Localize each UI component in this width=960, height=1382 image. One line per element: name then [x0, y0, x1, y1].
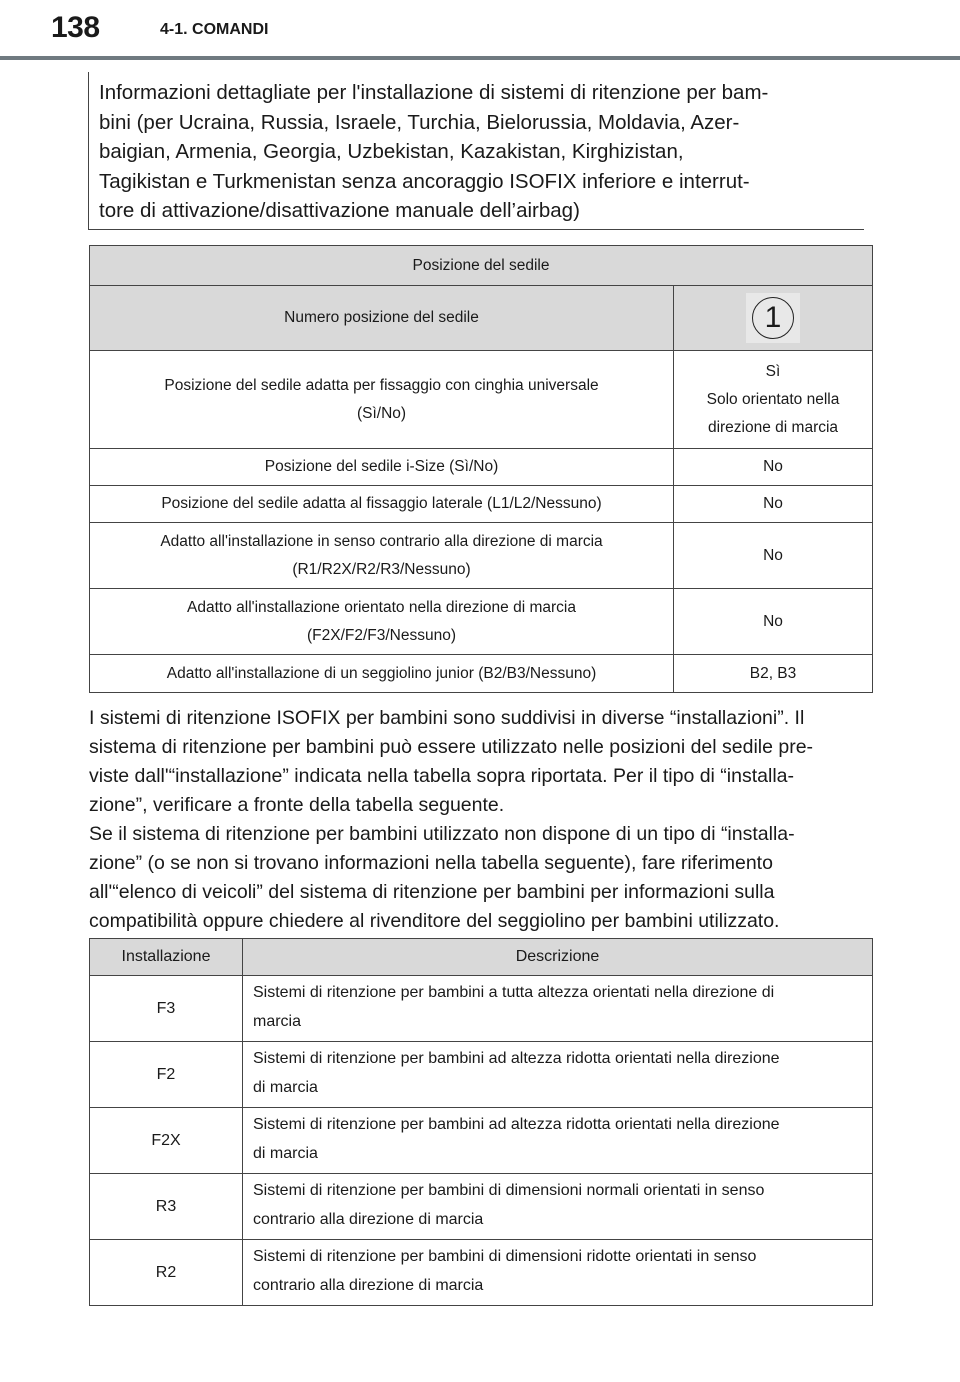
row-value-line: Sì — [765, 362, 781, 380]
installation-code: F2 — [90, 1042, 243, 1108]
seat-number: 1 — [752, 297, 794, 339]
description-line: di marcia — [253, 1145, 318, 1162]
row-label-line: (Sì/No) — [356, 404, 407, 422]
seat-number-cell — [674, 286, 873, 351]
column-header-installation: Installazione — [90, 939, 243, 976]
row-value: No — [674, 449, 873, 486]
row-label-line: (R1/R2X/R2/R3/Nessuno) — [292, 560, 471, 578]
installation-description — [243, 1042, 873, 1108]
installation-description — [243, 1174, 873, 1240]
header-rule — [0, 56, 960, 60]
row-value — [674, 351, 873, 449]
installation-code: R3 — [90, 1174, 243, 1240]
installation-code: F3 — [90, 976, 243, 1042]
installation-description — [243, 1240, 873, 1306]
row-label-line: (F2X/F2/F3/Nessuno) — [306, 626, 457, 644]
seat-number-badge — [746, 293, 800, 343]
paragraph-line: zione”, verificare a fronte della tabella seguente. — [89, 794, 505, 816]
row-label-line: Adatto all'installazione orientato nella direzione di marcia — [187, 598, 576, 616]
table-row — [90, 351, 873, 449]
column-header-description: Descrizione — [243, 939, 873, 976]
row-value: B2, B3 — [674, 655, 873, 693]
description-line: Sistemi di ritenzione per bambini di dimensioni ridotte orientati in senso — [253, 1248, 757, 1265]
info-line: bini (per Ucraina, Russia, Israele, Turchia, Bielorussia, Moldavia, Azer- — [99, 110, 740, 134]
row-value-line: Solo orientato nella — [706, 390, 840, 408]
body-paragraph — [89, 704, 879, 936]
description-line: contrario alla direzione di marcia — [253, 1211, 484, 1228]
description-line: Sistemi di ritenzione per bambini di dimensioni normali orientati in senso — [253, 1182, 765, 1199]
info-line: Tagikistan e Turkmenistan senza ancoraggio ISOFIX inferiore e interrut- — [99, 169, 750, 193]
row-label: Adatto all'installazione di un seggiolino junior (B2/B3/Nessuno) — [90, 655, 674, 693]
row-label — [90, 589, 674, 655]
table-row — [90, 523, 873, 589]
paragraph-line: Se il sistema di ritenzione per bambini utilizzato non dispone di un tipo di “installa- — [89, 823, 795, 845]
row-label — [90, 523, 674, 589]
page-number: 138 — [51, 11, 100, 44]
table-row — [90, 486, 873, 523]
section-title: 4-1. COMANDI — [160, 21, 269, 38]
table-row — [90, 655, 873, 693]
paragraph-line: sistema di ritenzione per bambini può essere utilizzato nelle posizioni del sedile pre- — [89, 736, 814, 758]
seat-position-table — [89, 245, 873, 693]
row-label-line: Posizione del sedile adatta per fissaggio con cinghia universale — [164, 376, 599, 394]
row-label — [90, 351, 674, 449]
info-line: Informazioni dettagliate per l'installazione di sistemi di ritenzione per bam- — [99, 81, 769, 104]
table-row — [90, 1240, 873, 1306]
installation-description — [243, 976, 873, 1042]
table-row — [90, 1042, 873, 1108]
info-line: tore di attivazione/disattivazione manuale dell’airbag) — [99, 199, 580, 222]
info-line: baigian, Armenia, Georgia, Uzbekistan, Kazakistan, Kirghizistan, — [99, 140, 684, 163]
paragraph-line: all'“elenco di veicoli” del sistema di ritenzione per bambini per informazioni sulla — [89, 881, 775, 903]
paragraph-line: zione” (o se non si trovano informazioni nella tabella seguente), fare riferimento — [89, 852, 773, 874]
table-row — [90, 589, 873, 655]
table-row — [90, 1108, 873, 1174]
description-line: Sistemi di ritenzione per bambini ad altezza ridotta orientati nella direzione — [253, 1050, 780, 1067]
table-row — [90, 1174, 873, 1240]
paragraph-line: compatibilità oppure chiedere al rivenditore del seggiolino per bambini utilizzato. — [89, 910, 780, 932]
description-line: di marcia — [253, 1079, 318, 1096]
row-label-line: Adatto all'installazione in senso contrario alla direzione di marcia — [160, 532, 603, 550]
page-header — [0, 0, 960, 62]
row-value: No — [674, 523, 873, 589]
description-line: Sistemi di ritenzione per bambini a tutta altezza orientati nella direzione di — [253, 984, 775, 1001]
description-line: contrario alla direzione di marcia — [253, 1277, 484, 1294]
info-box — [88, 72, 864, 230]
table-row — [90, 976, 873, 1042]
installation-code: F2X — [90, 1108, 243, 1174]
installation-code: R2 — [90, 1240, 243, 1306]
row-value: No — [674, 486, 873, 523]
installation-description — [243, 1108, 873, 1174]
row-value: No — [674, 589, 873, 655]
description-line: marcia — [253, 1013, 302, 1030]
installation-table — [89, 938, 873, 1306]
row-label: Posizione del sedile adatta al fissaggio laterale (L1/L2/Nessuno) — [90, 486, 674, 523]
row-label: Posizione del sedile i-Size (Sì/No) — [90, 449, 674, 486]
row-value-line: direzione di marcia — [707, 418, 839, 436]
paragraph-line: viste dall'“installazione” indicata nella tabella sopra riportata. Per il tipo di “installa- — [89, 765, 794, 787]
description-line: Sistemi di ritenzione per bambini ad altezza ridotta orientati nella direzione — [253, 1116, 780, 1133]
seat-table-title: Posizione del sedile — [90, 246, 873, 286]
table-row — [90, 449, 873, 486]
seat-number-label: Numero posizione del sedile — [90, 286, 674, 351]
paragraph-line: I sistemi di ritenzione ISOFIX per bambini sono suddivisi in diverse “installazioni”. Il — [89, 707, 805, 729]
